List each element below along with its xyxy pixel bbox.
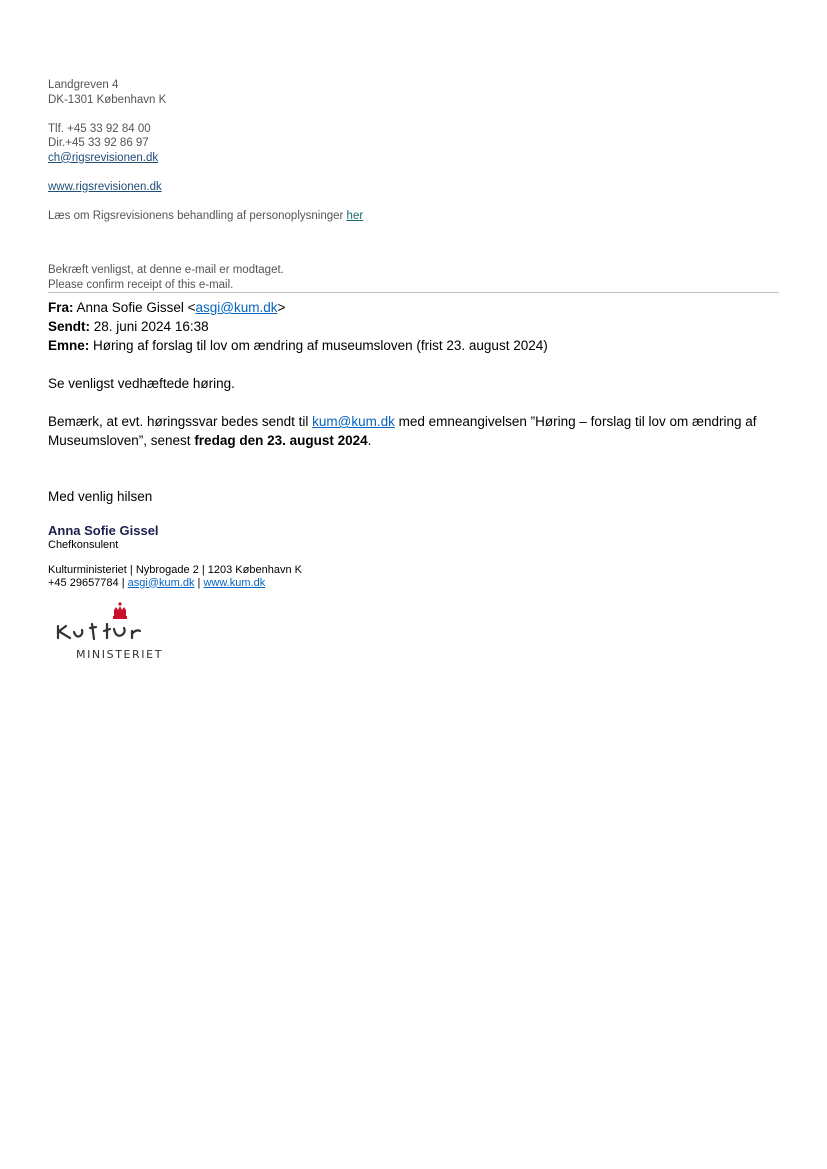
body-paragraph-2 bbox=[48, 412, 783, 450]
privacy-text: Læs om Rigsrevisionens behandling af personoplysninger bbox=[48, 209, 347, 222]
address-line: DK-1301 København K bbox=[48, 93, 167, 106]
confirm-danish: Bekræft venligst, at denne e-mail er modtaget. bbox=[48, 264, 284, 276]
sent-row bbox=[48, 317, 548, 336]
reply-email-link[interactable]: kum@kum.dk bbox=[312, 414, 395, 429]
subject-label: Emne: bbox=[48, 338, 90, 353]
contact-line bbox=[48, 577, 302, 590]
para2-text: Bemærk, at evt. høringssvar bedes sendt til bbox=[48, 414, 313, 429]
privacy-link[interactable]: her bbox=[346, 209, 364, 222]
from-row bbox=[48, 298, 548, 317]
confirm-english: Please confirm receipt of this e-mail. bbox=[48, 278, 234, 291]
signer-name: Anna Sofie Gissel bbox=[48, 523, 159, 538]
from-name: Anna Sofie Gissel < bbox=[73, 300, 196, 315]
signer-email-link[interactable]: asgi@kum.dk bbox=[127, 576, 195, 589]
header-divider bbox=[48, 292, 779, 293]
closing: Med venlig hilsen bbox=[48, 489, 153, 504]
signer-contact bbox=[48, 564, 302, 589]
signer-title: Chefkonsulent bbox=[48, 539, 119, 551]
separator: | bbox=[118, 576, 128, 589]
email-headers bbox=[48, 298, 548, 355]
email-link[interactable]: ch@rigsrevisionen.dk bbox=[48, 151, 159, 164]
separator: | bbox=[194, 576, 204, 589]
from-label: Fra: bbox=[48, 300, 74, 315]
sent-label: Sendt: bbox=[48, 319, 90, 334]
signer-phone: +45 29657784 bbox=[48, 576, 119, 589]
para2-text: med emneangivelsen ”Høring – forslag til lov om ændring af Museumsloven”, senest bbox=[48, 414, 757, 448]
signer-block bbox=[48, 523, 302, 589]
sender-signature bbox=[48, 78, 363, 223]
from-email-link[interactable]: asgi@kum.dk bbox=[195, 300, 278, 315]
deadline: fredag den 23. august 2024 bbox=[194, 433, 368, 448]
website-link[interactable]: www.rigsrevisionen.dk bbox=[48, 180, 162, 193]
kulturministeriet-logo bbox=[52, 598, 176, 664]
body-paragraph-1: Se venligst vedhæftede høring. bbox=[48, 376, 235, 391]
subject-row bbox=[48, 336, 548, 355]
sent-value: 28. juni 2024 16:38 bbox=[90, 319, 209, 334]
kultur-script-icon bbox=[58, 624, 140, 639]
para2-end: . bbox=[367, 433, 372, 448]
direct-phone-line: Dir.+45 33 92 86 97 bbox=[48, 137, 149, 149]
address-line: Landgreven 4 bbox=[48, 79, 119, 91]
crown-icon bbox=[113, 602, 127, 619]
org-line: Kulturministeriet | Nybrogade 2 | 1203 København K bbox=[48, 564, 302, 576]
subject-value: Høring af forslag til lov om ændring af museumsloven (frist 23. august 2024) bbox=[89, 338, 548, 353]
privacy-notice bbox=[48, 209, 363, 224]
confirm-receipt bbox=[48, 263, 284, 292]
signer-website-link[interactable]: www.kum.dk bbox=[203, 576, 266, 589]
phone-line: Tlf. +45 33 92 84 00 bbox=[48, 122, 151, 135]
logo-wordmark: MINISTERIET bbox=[76, 648, 164, 661]
from-close: > bbox=[277, 300, 286, 315]
